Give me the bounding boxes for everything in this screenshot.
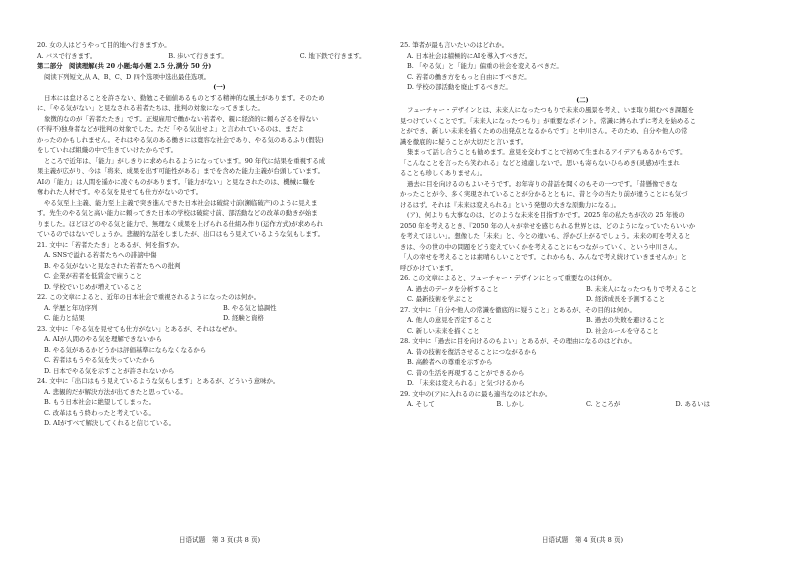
q23-option-d: D. 日本でやる気を示すことが許されないから (44, 366, 175, 375)
q21-stem: 21. 文中に「若者たたき」とあるが、何を指すか。 (37, 240, 184, 249)
passage-2-line: 「人の幸せを考えることは素晴らしいことです。これからも、みんなで考え続けていきませんか」と (400, 253, 688, 261)
q22-option-d: D. 経験と資格 (223, 314, 264, 322)
passage-2-line: けるはず。それは『未来は変えられる』という発想の大きな原動力になる」。 (400, 200, 620, 209)
passage-1-title: (一) (213, 83, 226, 91)
q27-option-b: B. 過去の失敗を避けること (586, 316, 666, 324)
q24-option-b: B. もう日本社会に絶望してしまった。 (44, 398, 156, 406)
q21-option-c: C. 企業が若者を低賃金で雇うこと (44, 272, 143, 280)
q29-option-b: B. しかし (496, 400, 525, 408)
q27-option-a: A. 他人の意見を否定すること (407, 316, 493, 324)
q27-options-row-1 (400, 315, 765, 326)
q28-option-c: C. 昔の生活を再現することができるから (407, 368, 525, 377)
passage-2-line: 2050 年を考えるとき、『2050 年の人々が幸せを感じられる世界とは、どのようになっていたらいいか (400, 221, 696, 230)
q20-option-b: B. 歩いて行きます。 (168, 51, 228, 60)
q29-option-d: D. あるいは (675, 400, 711, 408)
q25-stem: 25. 筆者が最も言いたいのはどれか。 (400, 41, 509, 49)
q22-stem: 22. この文章によると、近年の日本社会で重視されるようになったのは何か。 (37, 293, 261, 301)
passage-1-line: 奪われた人材です。やる気を見せても仕方がないのです。 (37, 188, 203, 196)
passage-1-line: に、「やる気がない」と見なされる若者たちは、批判の対象になってきました。 (37, 104, 264, 112)
q26-option-d: D. 経済成長を予測すること (586, 295, 666, 303)
q29-option-a: A. そして (407, 400, 435, 408)
passage-2-line: ることも珍しくありません」。 (400, 169, 487, 177)
passage-2-line: 識を徹底的に疑うことが大切だと言います。 (400, 137, 528, 146)
passage-2-line: 「こんなことを言ったら笑われる」などと遠慮しないで。思いも寄らないひらめき(灵感)が生まれ (400, 158, 680, 167)
passage-1-line: す。先生のやる気と高い能力に頼ってきた日本の学校は破綻寸前、部活動などの改革の動きが始ま (37, 209, 318, 217)
q25-option-c: C. 若者の働き方をもっと自由にすべきだ。 (407, 72, 531, 81)
q25-option-d: D. 学校の部活動を廃止するべきだ。 (407, 83, 512, 91)
q25-option-b: B. 「やる気」と「能力」偏重の社会を変えるべきだ。 (407, 62, 563, 70)
q26-stem: 26. この文章によると、フューチャー・デザインにとって重要なのは何か。 (400, 274, 616, 282)
q20-stem: 20. 女の人はどうやって目的地へ行きますか。 (37, 41, 171, 49)
q27-option-d: D. 社会ルールを守ること (586, 326, 659, 335)
passage-1-line: ところで近年は、「能力」がしきりに求められるようになっています。90 年代に結果を重視する成 (44, 156, 326, 165)
q28-option-d: D. 「未来は変えられる」と気づけるから (407, 379, 525, 387)
q26-options-row-2 (400, 294, 765, 305)
q22-options-row-1 (37, 303, 402, 314)
passage-2-line: とができ、新しい未来を描くための出発点となるからです」と中川さん。そのため、自分や他人の常 (400, 127, 688, 135)
passage-2-line: を考えてほしい」。想像した「未来」と、今との違いも、浮かび上がるでしょう。未来の町を考えると (400, 232, 691, 240)
passage-1-line: かったのかもしれません。それはやる気のある働きには寛容な社会であり、やる気のあるふり(假装) (37, 135, 324, 144)
q25-option-a: A. 日本社会は積極的にAIを導入すべきだ。 (407, 51, 532, 60)
passage-2-line: かったことが今、多く実現されていることが分かるとともに、昔と今の当たり前が違うことにも気づ (400, 190, 688, 198)
q27-option-c: C. 新しい未来を描くこと (407, 326, 480, 335)
q23-option-b: B. やる気があるかどうかは評価基準にならなくなるから (44, 345, 207, 354)
q21-option-b: B. やる気がないと見なされた若者たちへの批判 (44, 261, 181, 270)
passage-1-line: 果主義が広がり、今は「将来、成果を出す可能性がある」までを含めた能力主義が台頭しています。 (37, 167, 325, 175)
passage-2-line: (ア)、何よりも大事なのは、どのような未来を目指すかです。2025 年の私たちが次の 25 年後の (407, 211, 685, 219)
q20-option-c: C. 地下鉄で行きます。 (299, 51, 366, 60)
q26-option-b: B. 未来人になったつもりで考えること (586, 284, 698, 293)
q24-stem: 24. 文中に「出口はもう見えているような気もします」とあるが、どういう意味か。 (37, 377, 280, 385)
passage-1-line: AIの「能力」は人間を遥かに凌ぐものがあります。「能力がない」と見なされたのは、機械に職を (37, 177, 316, 186)
q28-stem: 28. 文中に「過去に目を向けるのもよい」とあるが、その理由になるのはどれか。 (400, 337, 636, 345)
left-page (37, 40, 402, 429)
q21-option-d: D. 学校でいじめが増えていること (44, 282, 143, 291)
passage-2-line: 呼びかけています。 (400, 263, 458, 272)
passage-2-line: 見つけていくことです。「未来人になったつもり」が重要なポイント。常識に縛られずに考えを始めるこ (400, 116, 697, 125)
section-heading: 第二部分 阅读理解(共 20 小题;每小题 2.5 分,满分 50 分) (37, 62, 212, 70)
passage-1-line: 日本には怠けることを許さない、勤勉こそ価値あるものとする精神的な風土があります。そのため (44, 93, 325, 102)
passage-1-line: (不得不)独身者などが批判の対象でした。ただ「やる気出せよ」と言われているのは、まだよ (37, 125, 305, 133)
page-footer-right: 日语试题 第 4 页(共 8 页) (541, 536, 624, 544)
q22-options-row-2 (37, 313, 402, 324)
q24-option-a: A. 悲観的だが解決方法が出てきたと思っている。 (44, 387, 187, 396)
page-footer-left: 日语试题 第 3 页(共 8 页) (178, 536, 261, 544)
q29-stem: 29. 文中の(ア)に入れるのに最も適当なのはどれか。 (400, 389, 552, 398)
q23-option-c: C. 若者はもうやる気を失っていたから (44, 356, 155, 364)
q23-stem: 23. 文中に「やる気を見せても仕方がない」とあるが、それはなぜか。 (37, 324, 241, 333)
q22-option-b: B. やる気と協調性 (223, 303, 277, 312)
q29-option-c: C. ところが (586, 400, 621, 408)
passage-1-line: をしていれば組織の中で生きていけたからです。 (37, 146, 178, 154)
q27-stem: 27. 文中に「自分や他人の常識を徹底的に疑うこと」とあるが、その目的は何か。 (400, 305, 636, 314)
passage-2-line: 過去に目を向けるのもよいそうです。お年寄りの昔話を聞くのもその一つです。「昔懸像できな (407, 179, 678, 188)
passage-1-line: りました。ほどほどのやる気と能力で、無理なく成果を上げられる仕組み作り(运作方式)が求められ (37, 219, 324, 228)
passage-1-line: ているのではないでしょうか。悲観的な話をしましたが、出口はもう見えているような気もします。 (37, 230, 325, 238)
q20-option-a: A. バスで行きます。 (37, 51, 97, 60)
q20-options (37, 51, 402, 62)
q27-options-row-2 (400, 326, 765, 337)
q22-option-c: C. 能力と結果 (44, 314, 85, 322)
passage-2-title: (二) (576, 95, 589, 104)
q24-option-d: D. AIがすべて解決してくれると信じている。 (44, 419, 176, 427)
q22-option-a: A. 学歴と年功序列 (44, 303, 98, 312)
passage-1-line: やる気至上主義、能力至上主義で突き進んできた日本社会は破綻寸前(瀕临破产)のように見えま (44, 198, 318, 207)
q28-option-b: B. 高齢者への尊重を示すから (407, 358, 493, 366)
passage-2-line: きは、今の世の中の問題をどう変えていくかを考えることにもつながっていく、という中川さん。 (400, 242, 682, 251)
section-instruction: 阅读下列短文,从 A、B、C、D 四个选项中选出最佳选项。 (44, 72, 211, 81)
right-page (400, 40, 765, 410)
q24-option-c: C. 改革はもう終わったと考えている。 (44, 408, 155, 417)
q26-option-c: C. 最新技術を学ぶこと (407, 295, 474, 303)
passage-2-line: 集まって話し合うことも勧めます。意見を交わすことで初めて生まれるアイデアもあるからです。 (407, 148, 687, 156)
q26-option-a: A. 過去のデータを分析すること (407, 284, 499, 293)
q21-option-a: A. SNSで溢れる若者たちへの誹謗中傷 (44, 251, 157, 259)
q29-options (400, 399, 765, 410)
q26-options-row-1 (400, 284, 765, 295)
passage-2-line: フューチャー・デザインとは、未来人になったつもりで未来の風景を考え、いま取り組むべき課題を (407, 106, 695, 114)
q23-option-a: A. AIが人間のやる気を理解できないから (44, 335, 163, 343)
passage-1-line: 象徴的なのが「若者たたき」です。正規雇用で働かない若者や、親に経済的に頼らざるを得ない (44, 114, 319, 123)
q28-option-a: A. 昔の技術を復活させることにつながるから (407, 347, 537, 356)
